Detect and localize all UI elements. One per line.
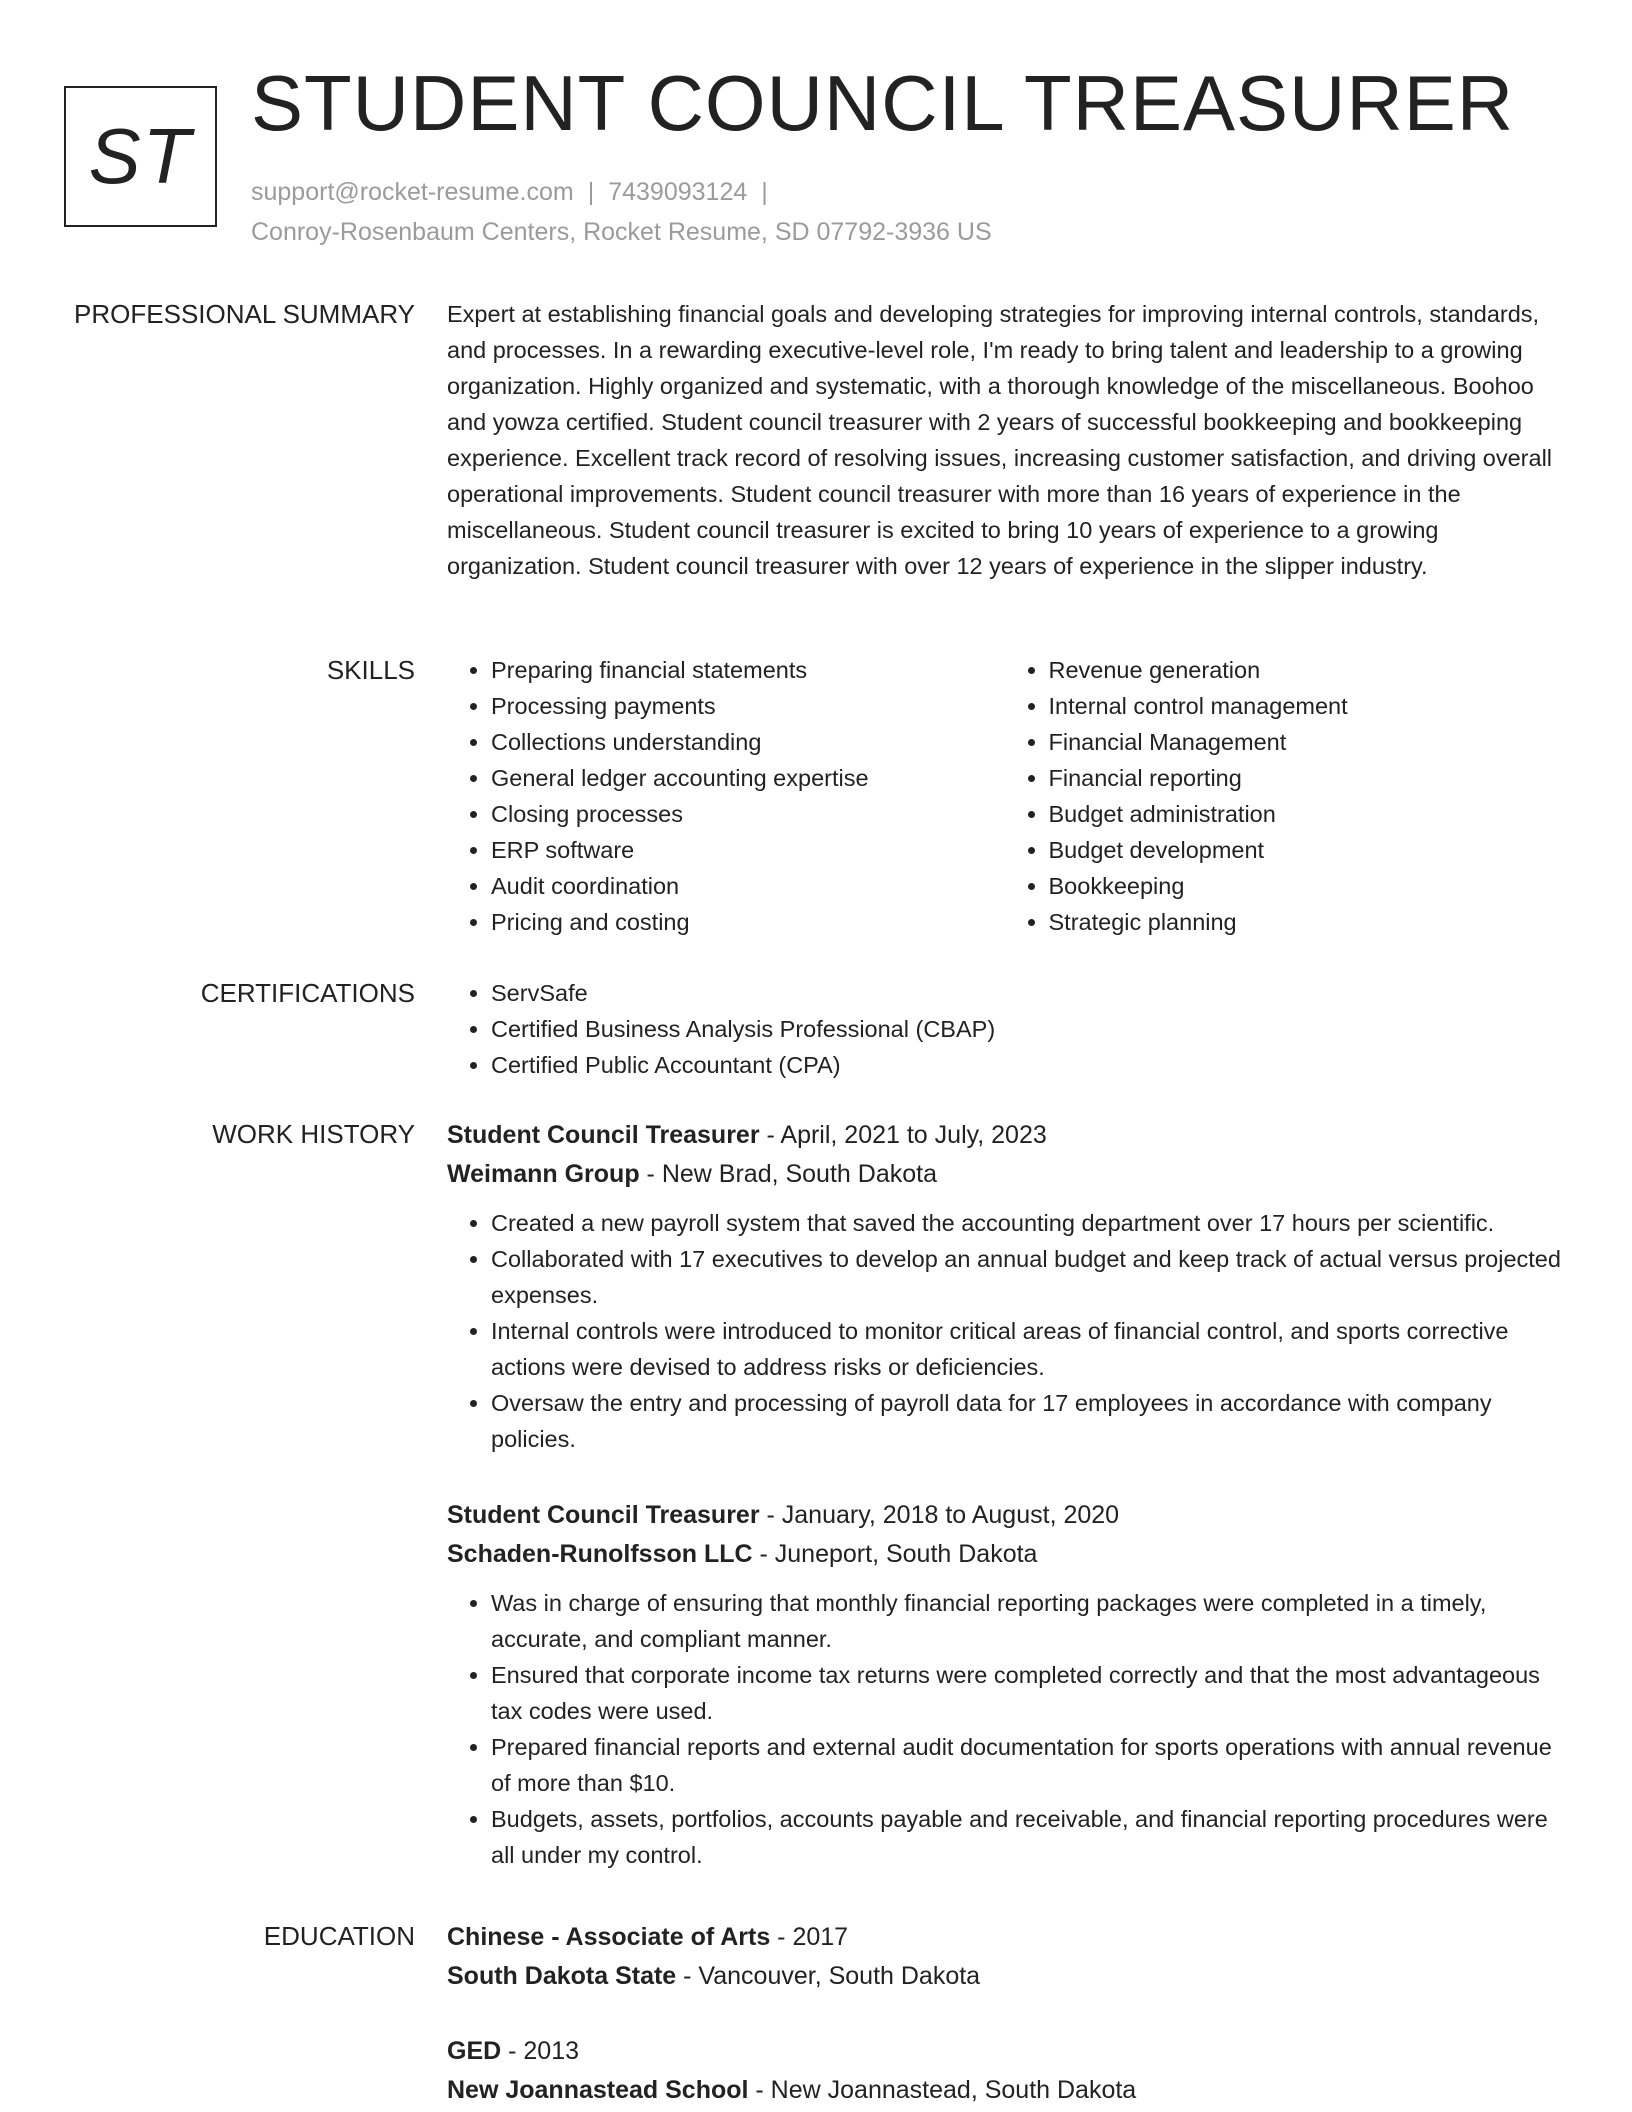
skill-item: • Collections understanding — [491, 724, 1005, 760]
education-location: - New Joannastead, South Dakota — [748, 2076, 1137, 2104]
job-bullet: • Created a new payroll system that saved the accounting department over 17 hours per scientific. — [491, 1205, 1562, 1241]
summary-content — [447, 296, 1562, 584]
education-school: New Joannastead School — [447, 2076, 749, 2104]
contact-line-1 — [251, 172, 992, 212]
job-title-line — [447, 1116, 1562, 1155]
skill-item: • Financial Management — [1049, 724, 1563, 760]
job-title: Student Council Treasurer — [447, 1501, 760, 1529]
job-bullet: • Internal controls were introduced to monitor critical areas of financial control, and sports corrective actions were devised to address risks or deficiencies. — [491, 1313, 1562, 1385]
education-degree: GED — [447, 2037, 502, 2065]
skill-item: • Internal control management — [1049, 688, 1563, 724]
contact-address: Conroy-Rosenbaum Centers, Rocket Resume, SD 07792-3936 US — [251, 218, 992, 246]
section-label-summary: PROFESSIONAL SUMMARY — [74, 299, 415, 329]
job-bullet: • Ensured that corporate income tax returns were completed correctly and that the most advantageous tax codes were used. — [491, 1657, 1562, 1729]
skill-item: • Preparing financial statements — [491, 652, 1005, 688]
skill-item: • Closing processes — [491, 796, 1005, 832]
summary-text: Expert at establishing financial goals and developing strategies for improving internal controls, standards, and processes. In a rewarding executive-level role, I'm ready to bring talent and leadership to a growing organization. Highly organized and systematic, with a thorough knowledge of the miscellaneous. Boohoo and yowza certified. Student council treasurer with 2 years of successful bookkeeping and bookkeeping experience. Excellent track record of resolving issues, increasing customer satisfaction, and driving overall operational improvements. Student council treasurer with more than 16 years of experience in the miscellaneous. Student council treasurer is excited to bring 10 years of experience to a growing organization. Student council treasurer with over 12 years of experience in the slipper industry. — [447, 301, 1553, 579]
skill-item: • General ledger accounting expertise — [491, 760, 1005, 796]
job-bullets — [447, 1205, 1562, 1457]
skills-list-right — [1005, 652, 1563, 940]
education-entry — [447, 2032, 1562, 2110]
section-label-skills: SKILLS — [326, 655, 415, 685]
education-degree-line — [447, 2032, 1562, 2071]
certification-item: • Certified Public Accountant (CPA) — [491, 1047, 1562, 1083]
education-degree-line — [447, 1918, 1562, 1957]
education-content-2 — [447, 2032, 1562, 2110]
skill-item: • ERP software — [491, 832, 1005, 868]
education-year: - 2013 — [501, 2037, 580, 2065]
education-entry — [447, 1918, 1562, 1996]
skills-list-left — [447, 652, 1005, 940]
work-history-content-2 — [447, 1496, 1562, 1873]
job-title: Student Council Treasurer — [447, 1121, 760, 1149]
certifications-list — [447, 975, 1562, 1083]
education-school-line — [447, 1957, 1562, 1996]
certification-item: • Certified Business Analysis Professional (CBAP) — [491, 1011, 1562, 1047]
job-company-line — [447, 1535, 1562, 1574]
skill-item: • Pricing and costing — [491, 904, 1005, 940]
skill-item: • Financial reporting — [1049, 760, 1563, 796]
section-label-education: EDUCATION — [263, 1921, 415, 1951]
education-location: - Vancouver, South Dakota — [676, 1962, 981, 1990]
job-location: - New Brad, South Dakota — [639, 1160, 937, 1188]
education-school-line — [447, 2071, 1562, 2110]
section-label-work-history: WORK HISTORY — [212, 1119, 415, 1149]
job-bullet: • Prepared financial reports and external audit documentation for sports operations with annual revenue of more than $10. — [491, 1729, 1562, 1801]
skill-item: • Revenue generation — [1049, 652, 1563, 688]
section-label-certifications: CERTIFICATIONS — [200, 978, 415, 1008]
skill-item: • Budget development — [1049, 832, 1563, 868]
resume-title: STUDENT COUNCIL TREASURER — [251, 59, 1515, 147]
job-location: - Juneport, South Dakota — [752, 1540, 1038, 1568]
contact-email[interactable]: support@rocket-resume.com — [251, 178, 574, 206]
job-dates: - April, 2021 to July, 2023 — [759, 1121, 1047, 1149]
monogram-logo: ST — [64, 86, 217, 227]
education-content — [447, 1918, 1562, 1996]
work-history-content — [447, 1116, 1562, 1457]
job-bullets — [447, 1585, 1562, 1873]
certification-item: • ServSafe — [491, 975, 1562, 1011]
job-entry — [447, 1496, 1562, 1873]
job-dates: - January, 2018 to August, 2020 — [759, 1501, 1120, 1529]
skill-item: • Bookkeeping — [1049, 868, 1563, 904]
skill-item: • Strategic planning — [1049, 904, 1563, 940]
job-title-line — [447, 1496, 1562, 1535]
skill-item: • Audit coordination — [491, 868, 1005, 904]
skill-item: • Budget administration — [1049, 796, 1563, 832]
job-bullet: • Collaborated with 17 executives to develop an annual budget and keep track of actual versus projected expenses. — [491, 1241, 1562, 1313]
contact-separator: | — [587, 178, 595, 206]
contact-info — [251, 172, 992, 252]
job-bullet: • Oversaw the entry and processing of payroll data for 17 employees in accordance with company policies. — [491, 1385, 1562, 1457]
job-bullet: • Was in charge of ensuring that monthly financial reporting packages were completed in a timely, accurate, and compliant manner. — [491, 1585, 1562, 1657]
skills-content — [447, 652, 1562, 940]
job-entry — [447, 1116, 1562, 1457]
contact-phone[interactable]: 7439093124 — [608, 178, 748, 206]
skill-item: • Processing payments — [491, 688, 1005, 724]
job-company: Schaden-Runolfsson LLC — [447, 1540, 753, 1568]
certifications-content — [447, 975, 1562, 1083]
contact-separator: | — [761, 178, 768, 206]
job-bullet: • Budgets, assets, portfolios, accounts payable and receivable, and financial reporting procedures were all under my control. — [491, 1801, 1562, 1873]
education-school: South Dakota State — [447, 1962, 677, 1990]
job-company-line — [447, 1155, 1562, 1194]
education-year: - 2017 — [770, 1923, 849, 1951]
job-company: Weimann Group — [447, 1160, 640, 1188]
education-degree: Chinese - Associate of Arts — [447, 1923, 771, 1951]
